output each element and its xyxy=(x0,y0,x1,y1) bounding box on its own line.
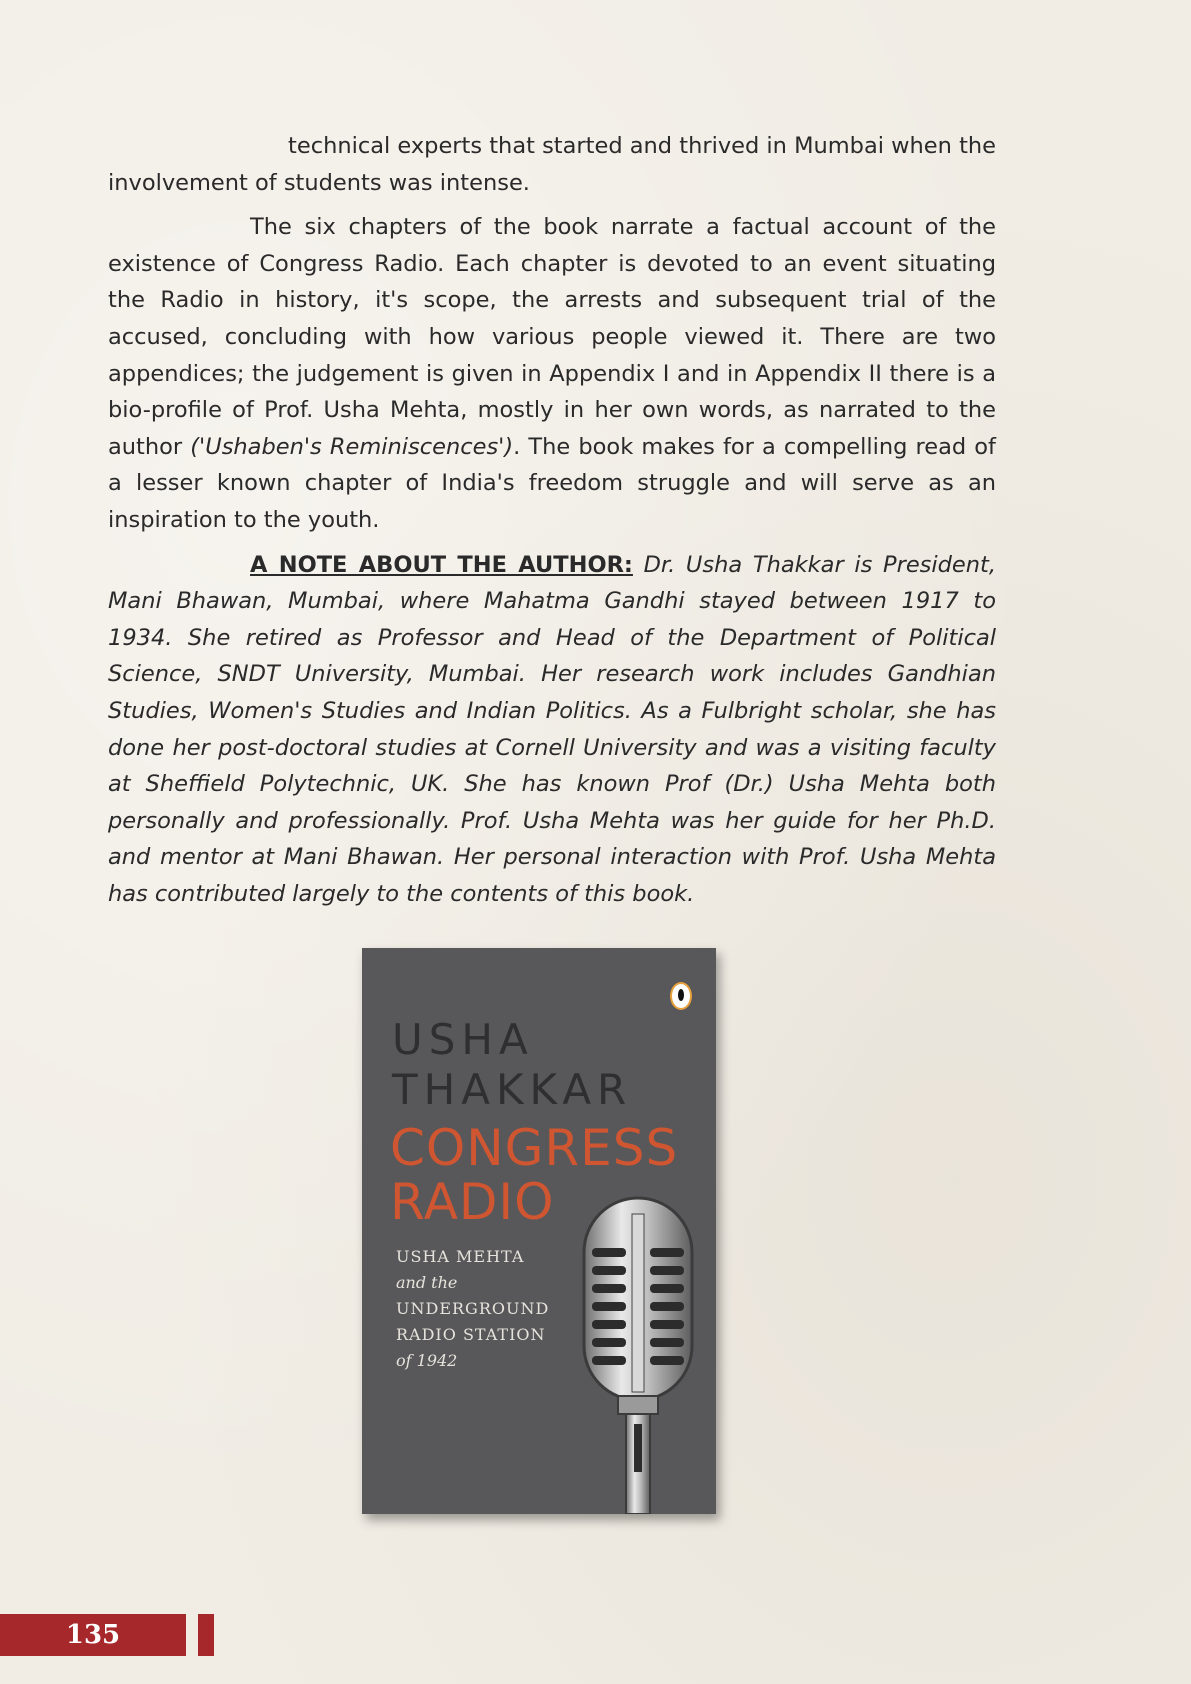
continuation-line-2: involvement of students was intense. xyxy=(108,169,530,196)
author-note-paragraph xyxy=(108,547,996,913)
cover-subtitle-line-1: USHA MEHTA xyxy=(396,1247,525,1266)
cover-subtitle-line-4: RADIO STATION xyxy=(396,1325,546,1344)
author-note-heading: A NOTE ABOUT THE AUTHOR: xyxy=(250,551,633,578)
author-note-text: Dr. Usha Thakkar is President, Mani Bhawan, Mumbai, where Mahatma Gandhi stayed between 1917 to 1934. She retired as Professor and Head of the Department of Political Science, SNDT University, Mumbai. Her research work includes Gandhian Studies, Women's Studies and Indian Politics. As a Fulbright scholar, she has done her post-doctoral studies at Cornell University and was a visiting faculty at Sheffield Polytechnic, UK. She has known Prof (Dr.) Usha Mehta both personally and professionally. Prof. Usha Mehta was her guide for her Ph.D. and mentor at Mani Bhawan. Her personal interaction with Prof. Usha Mehta has contributed largely to the contents of this book. xyxy=(108,551,997,907)
continuation-line-1: technical experts that started and thrived in Mumbai when the xyxy=(288,133,996,159)
cover-subtitle-line-2: and the xyxy=(396,1273,458,1292)
article-text xyxy=(108,128,996,920)
continuation-paragraph xyxy=(108,128,996,201)
summary-paragraph xyxy=(108,209,996,538)
cover-title-line-1: CONGRESS xyxy=(390,1119,679,1177)
cover-subtitle-line-3: UNDERGROUND xyxy=(396,1299,550,1318)
cover-title-line-2: RADIO xyxy=(390,1173,555,1231)
cover-author-last: THAKKAR xyxy=(392,1065,633,1114)
page-number: 135 xyxy=(65,1620,121,1650)
summary-text: The six chapters of the book narrate a factual account of the existence of Congress Radio. Each chapter is devoted to an event situating the Radio in history, it's scope, the arrests and subsequent trial of the accused, concluding with how various people viewed it. There are two appendices; the judgement is given in Appendix I and in Appendix II there is a bio-profile of Prof. Usha Mehta, mostly in her own words, as narrated to the author xyxy=(108,214,996,460)
microphone-icon xyxy=(570,1190,706,1514)
cover-author-first: USHA xyxy=(392,1015,534,1064)
cover-subtitle xyxy=(396,1244,549,1374)
summary-text-end: . The book makes for a compelling read of a lesser known chapter of India's freedom struggle and will serve as an inspiration to the youth. xyxy=(108,433,996,533)
page-number-tab xyxy=(198,1614,214,1656)
book-cover xyxy=(362,948,716,1514)
cover-subtitle-line-5: of 1942 xyxy=(396,1351,458,1370)
penguin-logo-icon xyxy=(670,982,692,1010)
reminiscences-title: ('Ushaben's Reminiscences') xyxy=(190,433,514,460)
